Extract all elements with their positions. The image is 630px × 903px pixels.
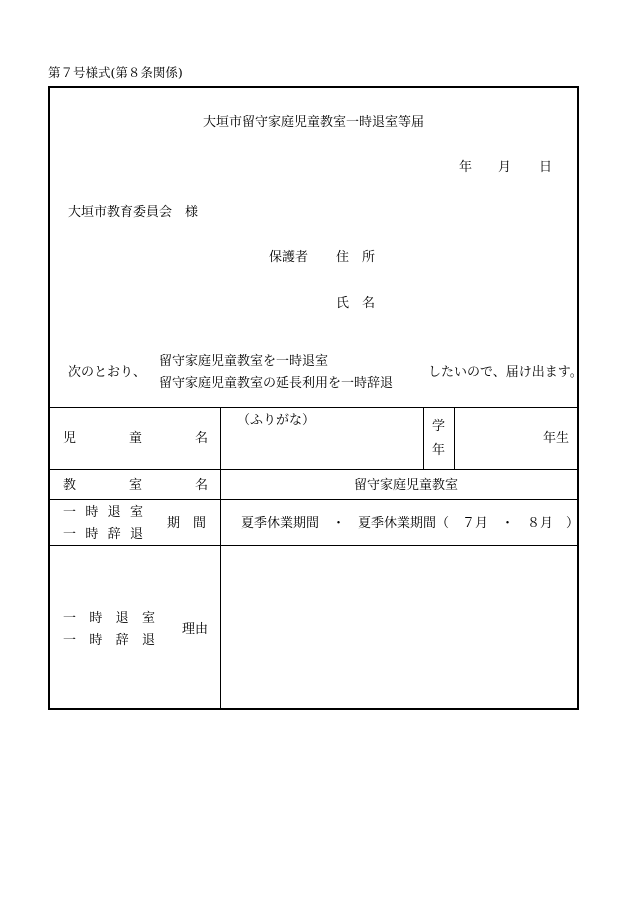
reason-label-leave: 一 時 退 室: [63, 611, 155, 626]
date-month: 月: [498, 160, 512, 175]
grade-label-bottom: 年: [432, 443, 446, 458]
furigana-label: （ふりがな）: [237, 413, 316, 428]
classroom-label: 教 室 名: [63, 478, 208, 493]
addressee: 大垣市教育委員会 様: [68, 205, 199, 220]
period-label-leave: 一 時 退 室: [63, 505, 143, 520]
row-divider-1: [49, 469, 579, 470]
reason-label: 理由: [182, 622, 209, 637]
column-divider-grade-right: [454, 407, 455, 469]
period-label-decline: 一 時 辞 退: [63, 527, 143, 542]
date-year: 年: [459, 160, 473, 175]
column-divider-label: [220, 407, 221, 709]
reason-field[interactable]: [222, 547, 578, 708]
guardian-address-label: 住 所: [336, 250, 376, 265]
form-number: 第７号様式(第８条関係): [48, 65, 183, 80]
period-value: 夏季休業期間 ・ 夏季休業期間（ ７月 ・ ８月 ）: [241, 516, 580, 531]
form-title: 大垣市留守家庭児童教室一時退室等届: [203, 115, 425, 130]
table-top-border: [49, 407, 579, 408]
guardian-label: 保護者: [269, 250, 309, 265]
row-divider-2: [49, 499, 579, 500]
column-divider-grade-left: [423, 407, 424, 469]
classroom-value: 留守家庭児童教室: [354, 478, 459, 493]
guardian-name-label: 氏 名: [336, 296, 376, 311]
period-label: 期 間: [167, 516, 207, 531]
grade-label-top: 学: [432, 419, 446, 434]
date-day: 日: [539, 160, 553, 175]
child-name-label: 児 童 名: [63, 431, 208, 446]
row-divider-3: [49, 545, 579, 546]
request-suffix: したいので、届け出ます。: [428, 365, 583, 380]
request-prefix: 次のとおり、: [68, 365, 147, 380]
grade-suffix: 年生: [543, 431, 570, 446]
reason-label-decline: 一 時 辞 退: [63, 633, 155, 648]
request-option-decline: 留守家庭児童教室の延長利用を一時辞退: [159, 376, 394, 391]
request-option-leave: 留守家庭児童教室を一時退室: [159, 354, 329, 369]
